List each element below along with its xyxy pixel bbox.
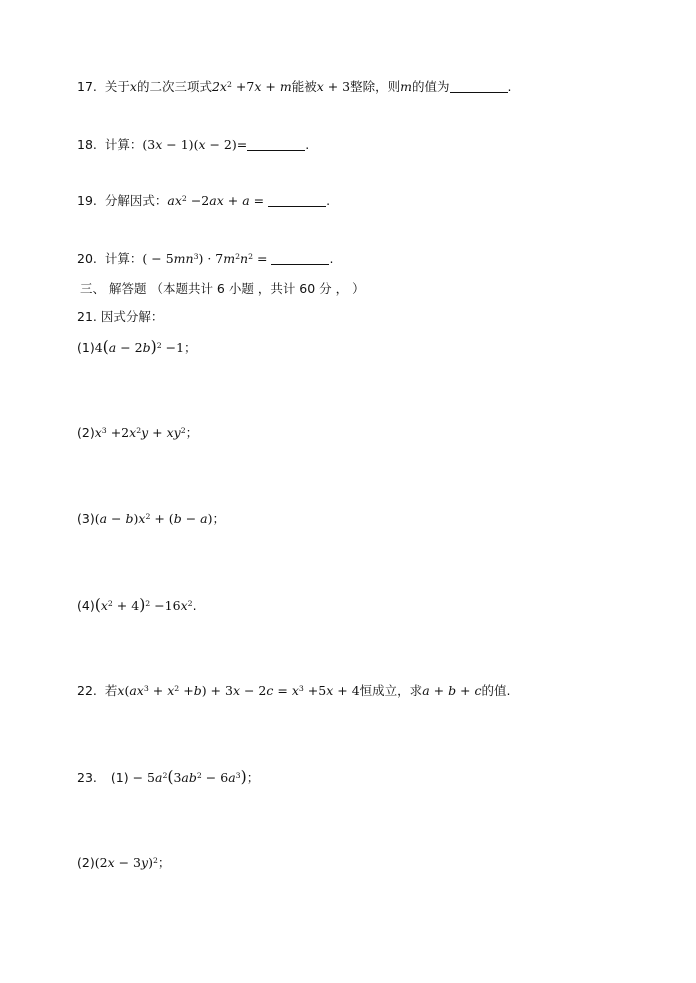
question-21-part-4: $(4)(x^2 + 4)^2 -16x^2$.	[77, 596, 197, 614]
math-expression: $x^3 +2x^2y + xy^2$	[94, 425, 186, 440]
answer-blank[interactable]	[268, 194, 326, 207]
math-expression: $(x^2 + 4)^2 -16x^2$	[94, 596, 193, 614]
question-number: 18.	[77, 137, 97, 152]
math-expression: $(a - b)x^2 + (b - a)$	[94, 511, 213, 526]
question-20: 20. 计算：( − $5mn^3) \cdot 7m^2n^2$ = .	[77, 251, 334, 266]
answer-blank[interactable]	[271, 252, 329, 265]
math-expression: $x(ax^3 + x^2 +b) + 3x - 2c = x^3 +5x + 4$	[117, 683, 360, 698]
section-heading: 三、 解答题 （本题共计 6 小题 ，共计 60 分 ， ）	[80, 281, 365, 296]
question-number: 17.	[77, 79, 97, 94]
question-number: 19.	[77, 193, 97, 208]
question-21: 21. 因式分解：	[77, 309, 164, 324]
question-number: 21.	[77, 309, 97, 324]
question-23-part-1: 23. $(1) - 5a^2(3ab^2 - 6a^3)$；	[77, 768, 260, 786]
math-expression: $ax^2 -2ax + a$ =	[167, 193, 269, 208]
answer-blank[interactable]	[247, 138, 305, 151]
math-expression: $2x^2 +7x + m$	[211, 79, 292, 94]
question-number: 22.	[77, 683, 97, 698]
answer-blank[interactable]	[450, 80, 508, 93]
math-expression: (3x − 1)(x − 2)=	[142, 137, 248, 152]
question-21-part-3: $(3)(a - b)x^2 + (b - a)$；	[77, 511, 225, 526]
question-22: 22. 若$x(ax^3 + x^2 +b) + 3x - 2c = x^3 +5x + 4$恒成立，求a + b + c的值.	[77, 683, 511, 698]
math-expression: ( − $5mn^3) \cdot 7m^2n^2$ =	[142, 251, 272, 266]
question-19: 19. 分解因式：$ax^2 -2ax + a$ = .	[77, 193, 331, 208]
question-number: 23.	[77, 770, 97, 785]
question-23-part-2: $(2)(2x - 3y)^2$；	[77, 855, 171, 870]
question-21-part-1: $(1)4(a - 2b)^2 -1$；	[77, 338, 197, 356]
math-expression: $4(a - 2b)^2 -1$	[94, 338, 185, 356]
question-number: 20.	[77, 251, 97, 266]
math-expression: − $5a^2(3ab^2 - 6a^3)$	[128, 768, 247, 786]
question-18: 18. 计算：(3x − 1)(x − 2)= .	[77, 137, 310, 152]
question-21-part-2: $(2)x^3 +2x^2y + xy^2$；	[77, 425, 199, 440]
math-expression: $(2x - 3y)^2$	[94, 855, 158, 870]
question-17: 17. 关于x的二次三项式$2x^2 +7x + m$能被x + 3整除，则m的值为 .	[77, 79, 512, 94]
